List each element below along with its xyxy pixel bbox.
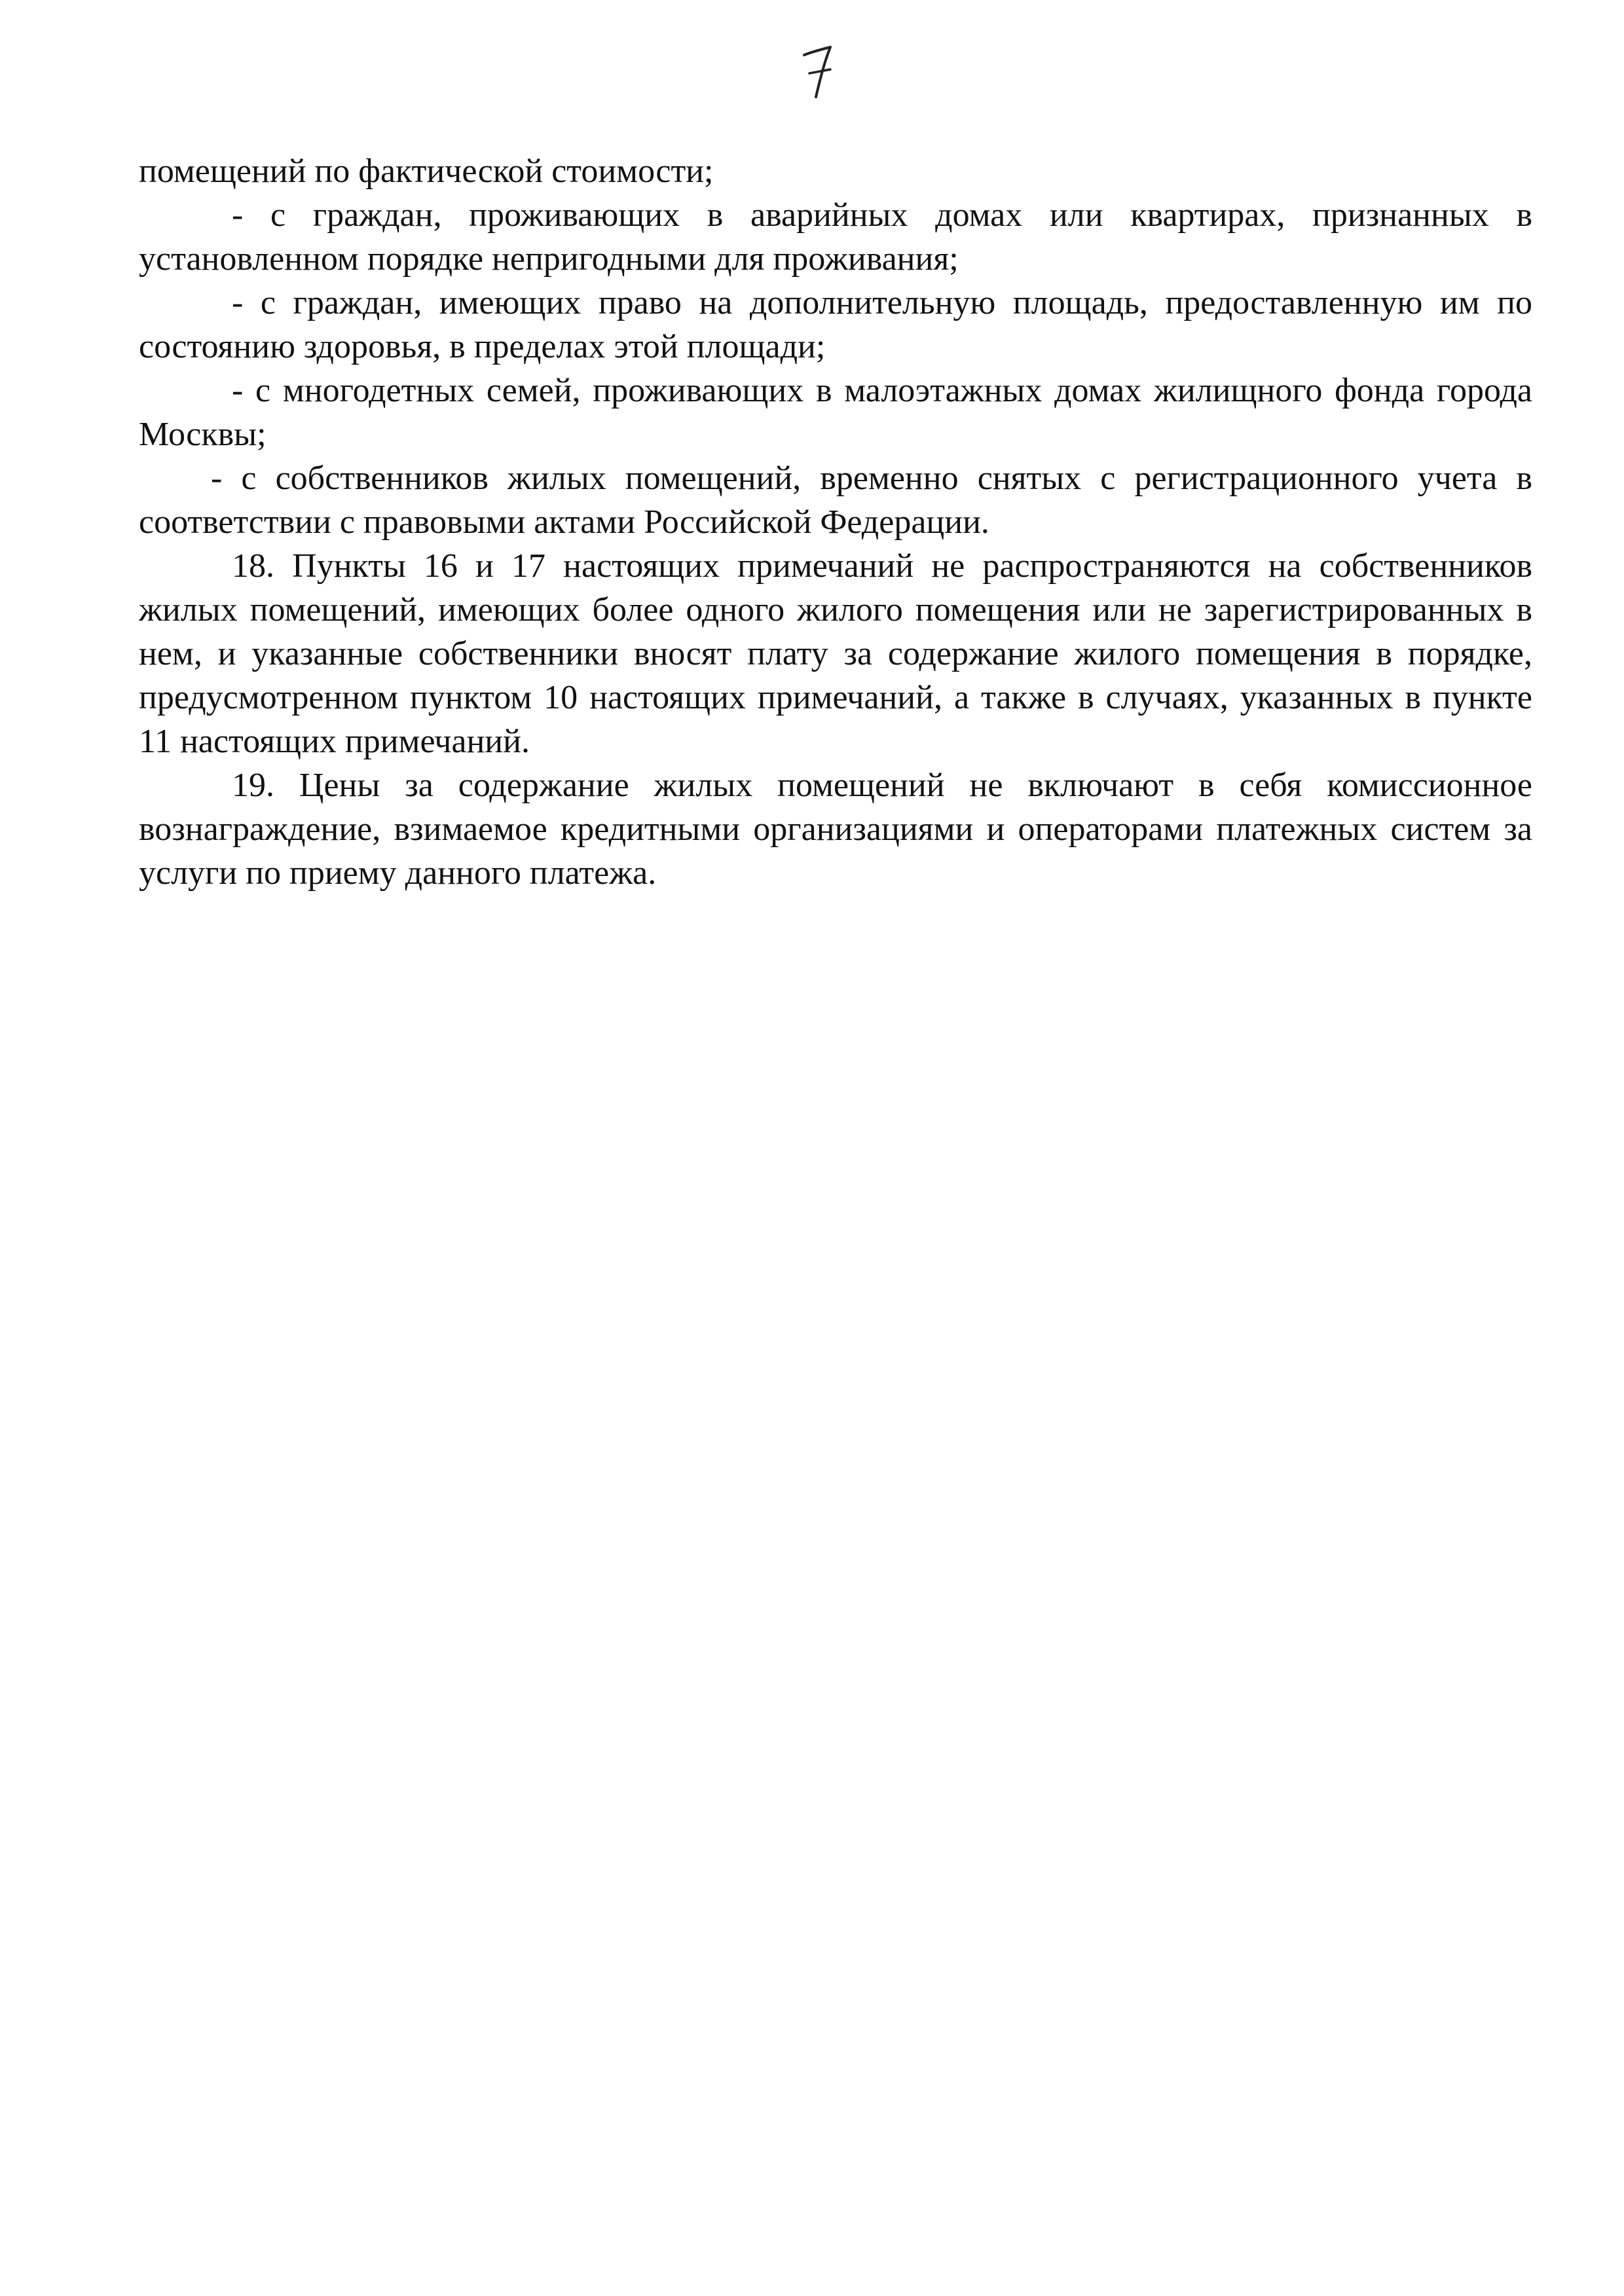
document-body: [139, 149, 1532, 895]
paragraph-deregistered-owners: - с собственников жилых помещений, временно снятых с регистрационного учета в соответствии с правовыми актами Российской Федерации.: [139, 460, 1532, 541]
paragraph-continuation: помещений по фактической стоимости;: [139, 153, 714, 190]
paragraph-item-18: 18. Пункты 16 и 17 настоящих примечаний не распространяются на собственников жилых помещений, имеющих более одного жилого помещения или не зарегистрированных в нем, и указанные собственники вносят плату за содержание жилого помещения в порядке, предусмотренном пунктом 10 настоящих примечаний, а также в случаях, указанных в пункте 11 настоящих примечаний.: [139, 547, 1532, 760]
paragraph-emergency-housing: - с граждан, проживающих в аварийных домах или квартирах, признанных в установленном порядке непригодными для проживания;: [139, 196, 1532, 278]
handwritten-page-number-glyph: [792, 41, 845, 106]
paragraph-large-families: - с многодетных семей, проживающих в малоэтажных домах жилищного фонда города Москвы;: [139, 372, 1532, 453]
paragraph-item-19: 19. Цены за содержание жилых помещений не включают в себя комиссионное вознаграждение, взимаемое кредитными организациями и операторами платежных систем за услуги по приему данного платежа.: [139, 767, 1532, 892]
handwritten-page-number: [792, 41, 845, 106]
paragraph-additional-area: - с граждан, имеющих право на дополнительную площадь, предоставленную им по состоянию здоровья, в пределах этой площади;: [139, 284, 1532, 365]
